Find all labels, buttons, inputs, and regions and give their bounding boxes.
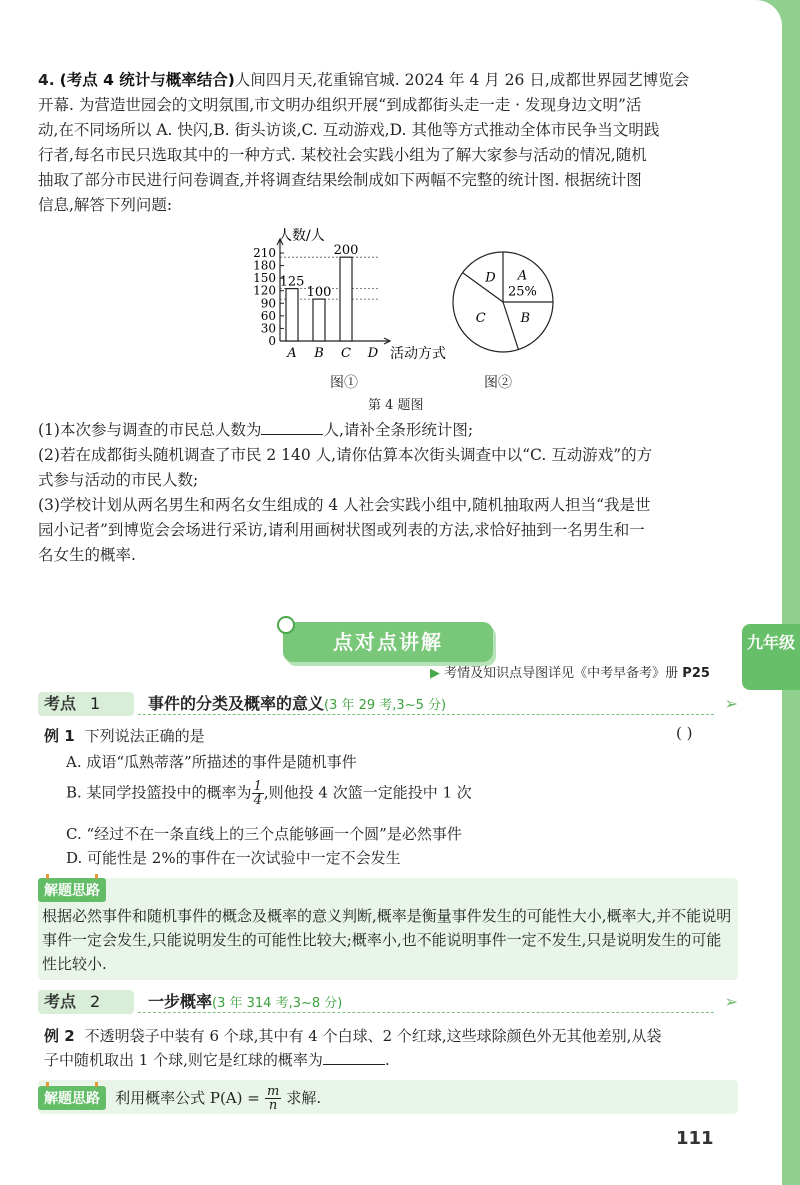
category-label: D: [367, 346, 379, 361]
reference-page: P25: [682, 666, 710, 681]
fraction: $\frac{1}{4}$: [253, 779, 262, 808]
hint-text: 根据必然事件和随机事件的概念及概率的意义判断,概率是衡量事件发生的可能性大小,概率大,并不能说明事件一定会发生,只能说明发生的可能性比较大;概率小,也不能说明事件一定不发生,只是说明发生的可能性比较小.: [42, 907, 732, 973]
kaodian-title: 事件的分类及概率的意义(3 年 29 考,3~5 分): [148, 694, 447, 713]
paperclip-icon: [277, 616, 295, 634]
hint-label: 解题思路: [38, 878, 106, 902]
kaodian-2-header: [38, 990, 738, 1016]
hint-text-a: 利用概率公式 P(A) =: [115, 1089, 260, 1107]
bar-chart: [230, 226, 460, 366]
q4-line-3: 动,在不同场所以 A. 快闪,B. 街头访谈,C. 互动游戏,D. 其他等方式推动全体市民争当文明践: [38, 121, 660, 139]
pie-label: C: [475, 311, 486, 327]
solution-hint-2: [38, 1080, 738, 1114]
bar-chart-xlabel: 活动方式: [390, 346, 446, 362]
dashed-divider: [138, 1012, 714, 1013]
figure-caption: 第 4 题图: [368, 398, 424, 413]
question-tag: (考点 4 统计与概率结合): [59, 71, 235, 89]
sub2-line-2: 式参与活动的市民人数;: [38, 471, 199, 489]
q4-line-4: 行者,每名市民只选取其中的一种方式. 某校社会实践小组为了解大家参与活动的情况,随机: [38, 146, 647, 164]
kaodian-1-header: [38, 692, 738, 718]
kaodian-label: 考点 2: [38, 990, 134, 1014]
y-tick-label: 0: [268, 334, 276, 348]
grade-label: 九年级: [746, 633, 795, 652]
dashed-divider: [138, 714, 714, 715]
example-label: 例 2: [44, 1027, 75, 1045]
y-tick-label: 60: [260, 308, 276, 323]
question-number: 4.: [38, 71, 55, 89]
sub1-text-b: 人,请补全条形统计图;: [323, 421, 474, 439]
sub3-line-1: (3)学校计划从两名男生和两名女生组成的 4 人社会实践小组中,随机抽取两人担当“我是世: [38, 496, 651, 514]
pie-label: D: [485, 270, 496, 286]
banner-title: 点对点讲解: [333, 630, 443, 654]
q4-line-1: 人间四月天,花重锦官城. 2024 年 4 月 26 日,成都世界园艺博览会: [234, 71, 690, 89]
bar-value-label: 100: [306, 285, 332, 301]
y-tick-label: 30: [260, 321, 276, 336]
category-label: A: [287, 346, 297, 361]
y-tick-label: 90: [260, 296, 276, 311]
bar-C: [340, 257, 352, 341]
kaodian-label: 考点 1: [38, 692, 134, 716]
paper-plane-icon: ➢: [724, 992, 738, 1011]
figure-area: [230, 226, 600, 416]
question-4: [38, 68, 738, 218]
kaodian-stat: (3 年 29 考,3~5 分): [324, 698, 447, 713]
hint-text-b: 求解.: [286, 1089, 322, 1107]
bar-B: [313, 299, 325, 341]
example-1-text: 下列说法正确的是: [84, 727, 205, 745]
answer-blank[interactable]: [261, 420, 323, 435]
play-arrow-icon: ▶: [430, 666, 440, 681]
y-tick-label: 210: [253, 246, 276, 260]
option-c: C. “经过不在一条直线上的三个点能够画一个圆”是必然事件: [66, 825, 462, 843]
example-2: 例 2 不透明袋子中装有 6 个球,其中有 4 个白球、2 个红球,这些球除颜色外无其他差别,从袋 子中随机取出 1 个球,则它是红球的概率为 .: [44, 1027, 662, 1069]
figure-2-caption: 图②: [484, 375, 512, 391]
sub-questions: [38, 418, 738, 568]
pie-label: B: [520, 311, 531, 327]
example-2-line-1: 不透明袋子中装有 6 个球,其中有 4 个白球、2 个红球,这些球除颜色外无其他差别,从袋: [84, 1027, 662, 1045]
reference-text: 考情及知识点导图详见《中考早备考》册: [444, 666, 679, 681]
pie-percent-label: 25%: [507, 284, 537, 300]
q4-line-2: 开幕. 为营造世园会的文明氛围,市文明办组织开展“到成都街头走一走 · 发现身边文明”活: [38, 96, 642, 114]
figure-1-caption: 图①: [330, 375, 358, 391]
kaodian-title: 一步概率(3 年 314 考,3~8 分): [148, 992, 343, 1011]
pie-label: A: [517, 268, 528, 284]
grade-side-tab: [742, 624, 800, 690]
reference-note: [430, 662, 710, 681]
section-banner: [283, 622, 493, 662]
example-2-line-2: 子中随机取出 1 个球,则它是红球的概率为: [44, 1051, 323, 1069]
y-tick-label: 150: [253, 271, 276, 286]
paper-plane-icon: ➢: [724, 694, 738, 713]
option-d: D. 可能性是 2%的事件在一次试验中一定不会发生: [66, 849, 401, 867]
sub3-line-2: 园小记者”到博览会会场进行采访,请利用画树状图或列表的方法,求恰好抽到一名男生和一: [38, 521, 645, 539]
sub1-text-a: (1)本次参与调查的市民总人数为: [38, 421, 262, 439]
bar-value-label: 125: [279, 274, 305, 290]
pie-chart: [448, 242, 558, 362]
answer-parentheses[interactable]: ( ): [676, 724, 693, 742]
y-tick-label: 180: [253, 258, 276, 273]
answer-blank[interactable]: [323, 1050, 385, 1065]
q4-line-6: 信息,解答下列问题:: [38, 196, 173, 214]
fraction: $\frac{m}{n}$: [266, 1084, 280, 1113]
bar-A: [286, 289, 298, 341]
example-label: 例 1: [44, 727, 75, 745]
category-label: C: [341, 346, 351, 361]
bar-chart-ylabel: 人数/人: [278, 228, 325, 244]
bar-value-label: 200: [333, 243, 359, 259]
q4-line-5: 抽取了部分市民进行问卷调查,并将调查结果绘制成如下两幅不完整的统计图. 根据统计图: [38, 171, 642, 189]
solution-hint-1: [38, 878, 738, 980]
category-label: B: [314, 346, 324, 361]
hint-label: 解题思路: [38, 1086, 106, 1110]
y-tick-label: 120: [253, 283, 276, 298]
option-b: B. 某同学投篮投中的概率为 $\frac{1}{4}$ ,则他投 4 次篮一定能投中 1 次: [66, 779, 472, 808]
example-1-stem: [44, 724, 734, 748]
option-a: A. 成语“瓜熟蒂落”所描述的事件是随机事件: [66, 753, 357, 771]
kaodian-stat: (3 年 314 考,3~8 分): [212, 996, 343, 1011]
sub3-line-3: 名女生的概率.: [38, 546, 136, 564]
page-number: 111: [676, 1128, 714, 1149]
sub2-line-1: (2)若在成都街头随机调查了市民 2 140 人,请你估算本次街头调查中以“C. 互动游戏”的方: [38, 446, 653, 464]
